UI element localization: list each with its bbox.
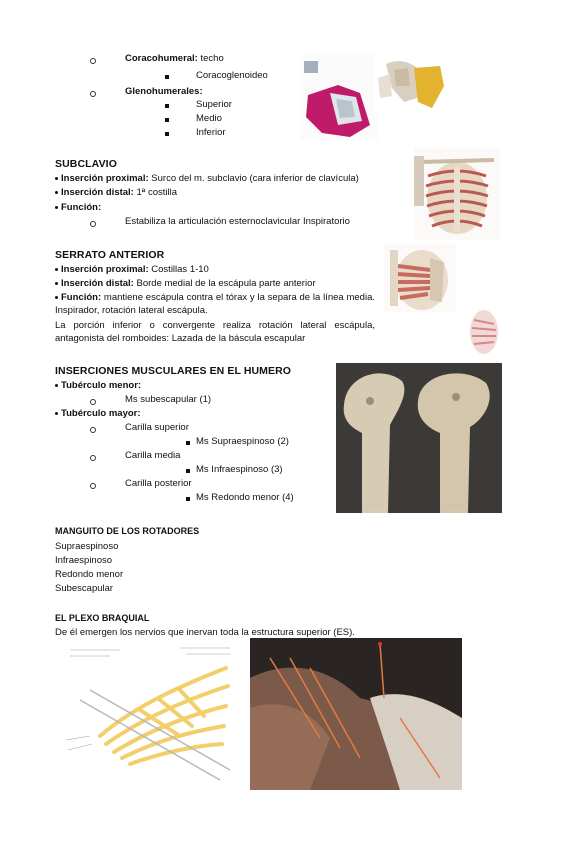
dot-bullet-icon [55,282,58,285]
dot-bullet-icon [55,191,58,194]
label: Tubérculo mayor: [61,408,141,419]
ms-infraespinoso: Ms Infraespinoso (3) [196,464,283,475]
square-bullet-icon [186,441,190,445]
label: Inserción proximal: [61,264,149,275]
subclavio-insercion-distal [55,187,177,200]
ring-bullet-icon [90,455,96,461]
dot-bullet-icon [55,177,58,180]
square-bullet-icon [186,469,190,473]
dot-bullet-icon [55,412,58,415]
ring-bullet-icon [90,58,96,64]
label: Inserción distal: [61,278,134,289]
ring-bullet-icon [90,221,96,227]
text: Surco del m. subclavio (cara inferior de clavícula) [148,173,359,184]
dot-bullet-icon [55,296,58,299]
square-bullet-icon [165,104,169,108]
posterior-label: Posterior [444,503,465,509]
carilla-superior: Carilla superior [125,422,189,433]
text: Borde medial de la escápula parte anterior [133,278,316,289]
anterior-label: Anterior [366,503,384,509]
carilla-media: Carilla media [125,450,181,461]
ring-bullet-icon [90,483,96,489]
ms-supraespinoso: Ms Supraespinoso (2) [196,436,289,447]
escapula-inset-illustration [466,306,502,358]
serrato-insercion-proximal [55,264,209,277]
square-bullet-icon [165,75,169,79]
subclavio-funcion-text: Estabiliza la articulación esternoclavicular Inspiratorio [125,216,350,227]
ms-redondo-menor: Ms Redondo menor (4) [196,492,294,503]
square-bullet-icon [165,118,169,122]
dot-bullet-icon [55,384,58,387]
text: mantiene escápula contra el tórax y la separa de la línea media. Inspirador, rotación lateral escápula. [55,292,375,316]
glenohumeral-medio: Medio [196,113,222,124]
dot-bullet-icon [55,206,58,209]
serrato-insercion-distal [55,278,316,291]
text: Costillas 1-10 [148,264,209,275]
coracohumeral-item [90,56,96,69]
manguito-title: MANGUITO DE LOS ROTADORES [55,526,200,536]
plexo-text: De él emergen los nervios que inervan toda la estructura superior (ES). [55,627,355,638]
coracohumeral-label: Coracohumeral: [125,53,198,64]
serrato-funcion [55,292,375,318]
humero-photo [336,363,502,513]
manguito-item: Subescapular [55,583,114,594]
serrato-anterior-illustration [384,244,456,312]
subclavio-title: SUBCLAVIO [55,158,117,170]
text: 1ª costilla [133,187,177,198]
ring-bullet-icon [90,91,96,97]
tuberculo-mayor [55,408,141,421]
carilla-posterior: Carilla posterior [125,478,192,489]
manguito-item: Supraespinoso [55,541,119,552]
subclavio-thorax-illustration [414,148,500,240]
coracohumeral-text [125,53,224,66]
ring-bullet-icon [90,427,96,433]
plexo-disection-photo [250,638,462,790]
glenohumeral-inferior: Inferior [196,127,226,138]
inserciones-title: INSERCIONES MUSCULARES EN EL HUMERO [55,365,292,377]
label: Función: [61,292,102,303]
serrato-title: SERRATO ANTERIOR [55,249,165,261]
plexo-title: EL PLEXO BRAQUIAL [55,613,150,623]
label: Inserción proximal: [61,173,149,184]
ms-subescapular: Ms subescapular (1) [125,394,212,405]
glenohumeral-capsule-illustration [300,55,378,140]
glenohumerales-label: Glenohumerales: [125,86,203,97]
label: Tubérculo menor: [61,380,142,391]
subclavio-insercion-proximal [55,173,359,186]
plexo-braquial-diagram [60,640,236,790]
square-bullet-icon [165,132,169,136]
coracoglenoideo-label: Coracoglenoideo [196,70,268,81]
subclavio-funcion [55,202,101,215]
coracohumeral-rest: techo [197,53,224,64]
manguito-item: Redondo menor [55,569,124,580]
label: Inserción distal: [61,187,134,198]
tuberculo-menor [55,380,141,393]
serrato-nota: La porción inferior o convergente realiza rotación lateral escápula, antagonista del romboides: Lazada de la báscula escapular [55,320,375,344]
coracohumeral-ligament-illustration [374,56,446,112]
dot-bullet-icon [55,268,58,271]
label: Función: [61,202,102,213]
glenohumeral-superior: Superior [196,99,232,110]
ring-bullet-icon [90,399,96,405]
manguito-item: Infraespinoso [55,555,113,566]
square-bullet-icon [186,497,190,501]
